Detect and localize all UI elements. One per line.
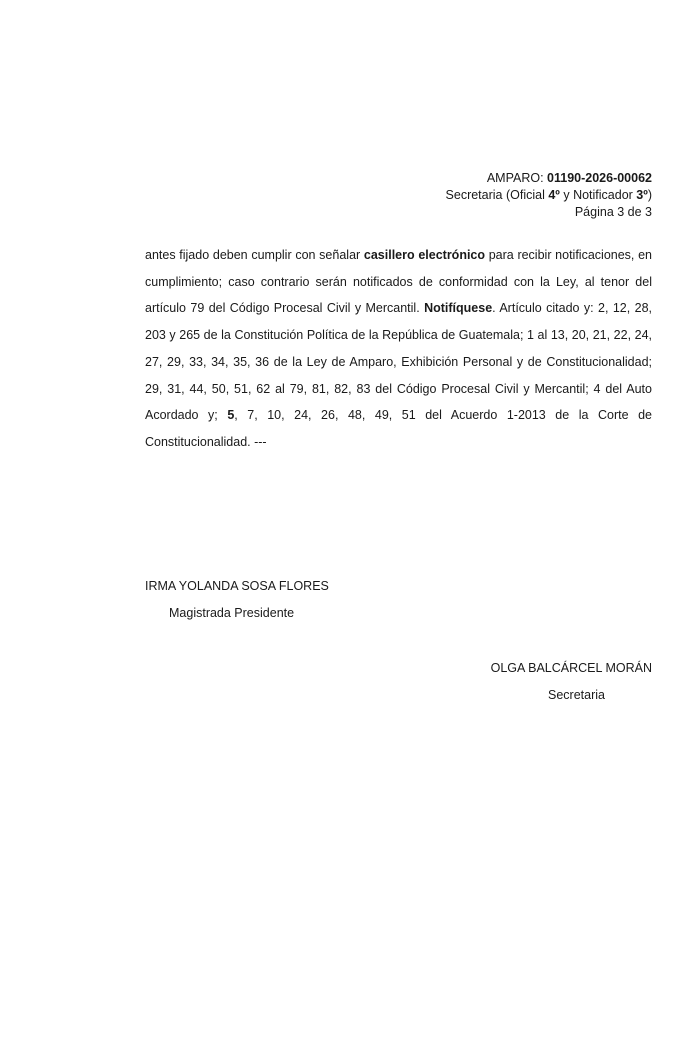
paragraph-text-3: . Artículo citado y: 2, 12, 28, 203 y 265 de la Constitución Política de la República de Guatemala; 1 al 13, 20, 21, 22, 24, 27, 29, 33, 34, 35, 36 de la Ley de Amparo, Exhibición Personal y de Constitucionalidad; 29, 31, 44, 50, 51, 62 al 79, 81, 82, 83 del Código Procesal Civil y Mercantil; 4 del Auto Acordado y; xyxy=(145,301,652,423)
page-number: Página 3 de 3 xyxy=(574,205,652,219)
resolution-paragraph xyxy=(145,242,652,456)
president-role: Magistrada Presidente xyxy=(169,606,295,620)
paragraph-text-1: antes fijado deben cumplir con señalar xyxy=(145,248,364,262)
article-5: 5 xyxy=(227,408,235,423)
secretary-name: OLGA BALCÁRCEL MORÁN xyxy=(490,661,652,675)
notificador-text: y Notificador xyxy=(559,188,637,202)
signature-president xyxy=(145,573,329,627)
casillero-electronico: casillero electrónico xyxy=(363,248,486,262)
signature-secretary xyxy=(491,655,652,709)
document-header xyxy=(446,170,652,221)
close-paren: ) xyxy=(647,188,652,202)
amparo-label: AMPARO: xyxy=(486,171,548,185)
secretaria-prefix: Secretaria (Oficial xyxy=(445,188,549,202)
paragraph-text-4: , 7, 10, 24, 26, 48, 49, 51 del Acuerdo 1-2013 de la Corte de Constitucionalidad. --- xyxy=(145,408,652,449)
notifiquese: Notifíquese xyxy=(424,301,493,316)
amparo-line xyxy=(446,170,652,187)
amparo-number: 01190-2026-00062 xyxy=(547,171,652,185)
president-name: IRMA YOLANDA SOSA FLORES xyxy=(145,579,329,593)
oficial-number: 4º xyxy=(548,188,560,202)
paragraph-text-2: para recibir notificaciones, en cumplimiento; caso contrario serán notificados de conformidad con la Ley, al tenor del artículo 79 del Código Procesal Civil y Mercantil. xyxy=(145,248,653,316)
secretary-role: Secretaria xyxy=(548,688,605,702)
secretaria-line xyxy=(446,187,652,204)
notificador-number: 3º xyxy=(636,188,648,202)
